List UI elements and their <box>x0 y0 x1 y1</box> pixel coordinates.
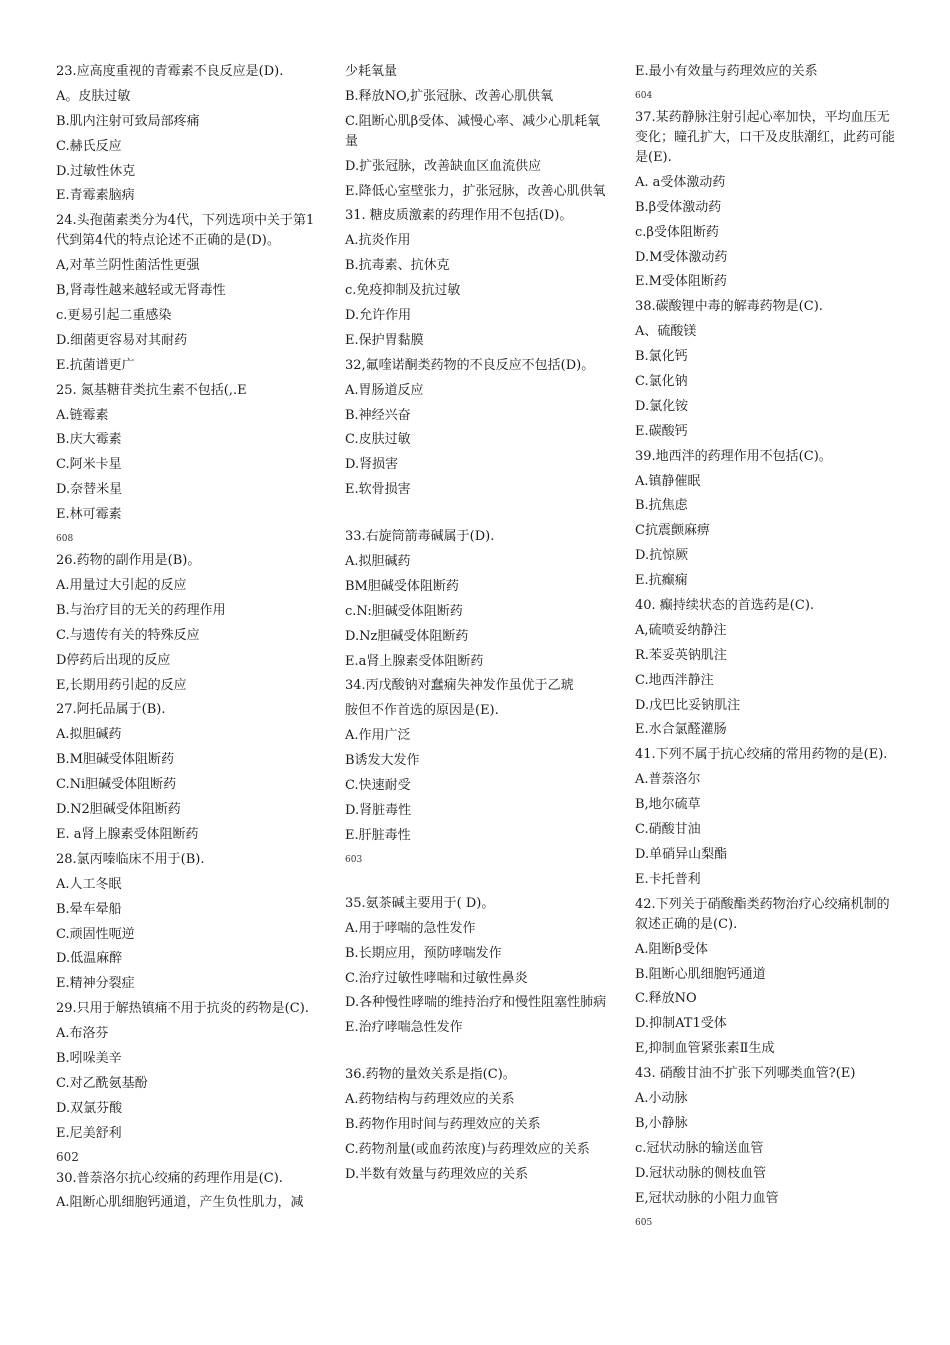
text-line: E.肝脏毒性 <box>345 827 411 843</box>
text-line: B.晕车晕船 <box>56 901 122 917</box>
text-column-2 <box>345 62 607 1190</box>
page-number: 602 <box>56 1149 79 1164</box>
text-line: D.肾脏毒性 <box>345 802 412 818</box>
text-line: c.免疫抑制及抗过敏 <box>345 283 461 299</box>
text-line: D.M受体激动药 <box>635 249 728 265</box>
text-line: A.普萘洛尔 <box>635 772 701 788</box>
text-line: C.药物剂量(或血药浓度)与药理效应的关系 <box>345 1141 590 1157</box>
text-line: C.顽固性呃逆 <box>56 926 135 942</box>
spacer <box>345 872 607 894</box>
text-line: 23.应高度重视的青霉素不良反应是(D). <box>56 64 284 79</box>
text-line: C.对乙酰氨基酚 <box>56 1075 148 1091</box>
text-line: B.阻断心肌细胞钙通道 <box>635 966 766 982</box>
text-line: B,地尔硫草 <box>635 797 701 813</box>
page-number: 605 <box>635 1217 653 1228</box>
text-line: A.小动脉 <box>635 1090 688 1106</box>
text-line: D.抗惊厥 <box>635 548 689 564</box>
text-line: D.奈替米星 <box>56 482 123 498</box>
text-line: 28.氯丙嗪临床不用于(B). <box>56 851 205 867</box>
text-line: B.抗毒素、抗休克 <box>345 258 450 274</box>
text-line: D停药后出现的反应 <box>56 652 171 668</box>
text-line: D.单硝异山梨酯 <box>635 846 728 862</box>
text-column-3 <box>635 62 897 1235</box>
text-line: E,抑制血管紧张素Ⅱ生成 <box>635 1041 775 1057</box>
text-line: 29.只用于解热镇痛不用于抗炎的药物是(C). <box>56 1001 309 1017</box>
text-line: A.拟胆碱药 <box>345 554 411 570</box>
text-line: 27.阿托品属于(B). <box>56 702 166 718</box>
text-line: 26.药物的副作用是(B)。 <box>56 553 201 569</box>
text-line: A.布洛芬 <box>56 1026 109 1042</box>
text-line: B.β受体激动药 <box>635 199 722 215</box>
text-line: B.氯化钙 <box>635 349 688 365</box>
page-number: 608 <box>56 534 74 545</box>
text-line: C.阻断心肌β受体、减慢心率、减少心肌耗氧量 <box>345 113 601 149</box>
text-line: A。皮肤过敏 <box>56 88 131 104</box>
text-line: A.阻断心肌细胞钙通道，产生负性肌力，减 <box>56 1195 304 1211</box>
text-line: E.林可霉素 <box>56 507 122 523</box>
text-line: A.用于哮喘的急性发作 <box>345 920 476 936</box>
text-line: B.吲哚美辛 <box>56 1050 122 1066</box>
text-line: A. a受体激动药 <box>635 174 726 190</box>
text-line: C.赫氏反应 <box>56 138 122 154</box>
page-number: 604 <box>635 91 653 101</box>
text-line: D.低温麻醉 <box>56 951 123 967</box>
text-line: c.冠状动脉的输送血管 <box>635 1140 764 1156</box>
text-line: D.细菌更容易对其耐药 <box>56 332 188 348</box>
text-line: C.硝酸甘油 <box>635 822 701 838</box>
text-line: E.最小有效量与药理效应的关系 <box>635 64 818 79</box>
text-line: B诱发大发作 <box>345 753 420 769</box>
text-line: E. a肾上腺素受体阻断药 <box>56 826 199 842</box>
text-line: B,小静脉 <box>635 1115 688 1131</box>
text-line: C.阿米卡星 <box>56 457 122 473</box>
text-line: B.长期应用，预防哮喘发作 <box>345 945 502 961</box>
text-line: B,肾毒性越来越轻或无肾毒性 <box>56 283 226 299</box>
text-line: E.a肾上腺素受体阻断药 <box>345 653 484 669</box>
text-line: A.阻断β受体 <box>635 941 709 957</box>
text-line: A,硫喷妥纳静注 <box>635 622 727 638</box>
text-line: 37.某药静脉注射引起心率加快，平均血压无变化；瞳孔扩大，口干及皮肤潮红，此药可能是(E). <box>635 110 896 165</box>
text-line: E.软骨损害 <box>345 482 411 498</box>
text-line: 35.氨茶碱主要用于( D)。 <box>345 895 495 911</box>
text-line: E.卡托普利 <box>635 871 701 887</box>
text-line: E.抗癫痫 <box>635 573 688 589</box>
text-line: B.肌内注射可致局部疼痛 <box>56 113 200 129</box>
spacer <box>345 1043 607 1065</box>
text-line: D.戊巴比妥钠肌注 <box>635 697 741 713</box>
text-line: A.抗炎作用 <box>345 233 411 249</box>
text-line: E,长期用药引起的反应 <box>56 677 187 693</box>
text-line: E.尼美舒利 <box>56 1125 122 1141</box>
text-line: D.半数有效量与药理效应的关系 <box>345 1166 529 1182</box>
text-line: D.双氯芬酸 <box>56 1100 123 1116</box>
text-line: A.人工冬眠 <box>56 876 122 892</box>
text-line: E.碳酸钙 <box>635 423 688 439</box>
text-line: B.M胆碱受体阻断药 <box>56 752 174 768</box>
page-number: 603 <box>345 854 363 865</box>
text-line: 42.下列关于硝酸酯类药物治疗心绞痛机制的叙述正确的是(C). <box>635 896 890 932</box>
text-line: E.精神分裂症 <box>56 976 135 992</box>
text-line: 38.碳酸锂中毒的解毒药物是(C). <box>635 299 823 315</box>
text-line: E.水合氯醛灌肠 <box>635 722 727 738</box>
text-line: BM胆碱受体阻断药 <box>345 578 459 594</box>
text-line: C.治疗过敏性哮喘和过敏性鼻炎 <box>345 970 528 986</box>
text-line: 36.药物的量效关系是指(C)。 <box>345 1067 516 1083</box>
text-line: D.氯化铵 <box>635 398 689 414</box>
text-line: 24.头孢菌素类分为4代，下列选项中关于第1代到第4代的特点论述不正确的是(D)。 <box>56 213 315 249</box>
text-line: E.抗菌谱更广 <box>56 357 135 373</box>
text-line: 39.地西泮的药理作用不包括(C)。 <box>635 448 832 464</box>
text-line: B.神经兴奋 <box>345 407 411 423</box>
text-line: 胺但不作首选的原因是(E). <box>345 703 499 719</box>
text-line: A.用量过大引起的反应 <box>56 578 187 594</box>
text-line: E.M受体阻断药 <box>635 274 727 290</box>
text-line: B.药物作用时间与药理效应的关系 <box>345 1116 541 1132</box>
text-line: C.Ni胆碱受体阻断药 <box>56 777 177 793</box>
text-line: D.肾损害 <box>345 457 399 473</box>
text-line: D.允许作用 <box>345 308 412 324</box>
text-line: D.冠状动脉的侧枝血管 <box>635 1165 767 1181</box>
text-line: E.保护胃黏膜 <box>345 332 424 348</box>
text-line: 34.丙戊酸钠对蠢痫失神发作虽优于乙琥 <box>345 678 574 694</box>
text-line: C抗震颤麻痹 <box>635 523 710 539</box>
text-line: D.N2胆碱受体阻断药 <box>56 802 181 818</box>
text-line: E.治疗哮喘急性发作 <box>345 1020 463 1036</box>
text-line: C.氯化钠 <box>635 374 688 390</box>
text-line: D.各种慢性哮喘的维持治疗和慢性阻塞性肺病 <box>345 995 607 1011</box>
text-line: R.苯妥英钠肌注 <box>635 647 727 663</box>
text-line: 32,氟喹诺酮类药物的不良反应不包括(D)。 <box>345 357 595 373</box>
text-line: C.与遗传有关的特殊反应 <box>56 627 200 643</box>
text-line: A.药物结构与药理效应的关系 <box>345 1092 515 1108</box>
text-line: C.快速耐受 <box>345 778 411 794</box>
text-line: 43. 硝酸甘油不扩张下列哪类血管?(E) <box>635 1066 856 1082</box>
text-line: A.链霉素 <box>56 407 109 423</box>
spacer <box>345 505 607 527</box>
text-line: D.过敏性休克 <box>56 163 136 179</box>
text-line: B.与治疗目的无关的药理作用 <box>56 602 226 618</box>
text-line: c.β受体阻断药 <box>635 224 719 240</box>
text-line: B.抗焦虑 <box>635 498 688 514</box>
text-line: 少耗氧量 <box>345 64 398 79</box>
text-line: A、硫酸镁 <box>635 324 697 340</box>
text-line: D.扩张冠脉，改善缺血区血流供应 <box>345 158 542 174</box>
text-line: B.庆大霉素 <box>56 432 122 448</box>
text-line: B.释放NO,扩张冠脉、改善心肌供氧 <box>345 88 554 104</box>
text-line: A.拟胆碱药 <box>56 727 122 743</box>
text-line: 30.普萘洛尔抗心绞痛的药理作用是(C). <box>56 1170 283 1186</box>
text-line: c.N:胆碱受体阻断药 <box>345 603 463 619</box>
text-line: 40. 癫持续状态的首选药是(C). <box>635 598 815 614</box>
text-line: E.青霉素脑病 <box>56 188 135 204</box>
text-line: C.皮肤过敏 <box>345 432 411 448</box>
text-line: A.镇静催眠 <box>635 473 701 489</box>
text-line: A.作用广泛 <box>345 728 411 744</box>
text-line: A.胃肠道反应 <box>345 382 424 398</box>
text-line: D.抑制AT1受体 <box>635 1016 727 1032</box>
text-line: C.地西泮静注 <box>635 672 714 688</box>
text-line: c.更易引起二重感染 <box>56 308 172 324</box>
text-line: 25. 氮基糖苷类抗生素不包括(,.E <box>56 382 247 398</box>
text-line: 41.下列不属于抗心绞痛的常用药物的是(E). <box>635 747 888 763</box>
text-line: D.Nz胆碱受体阻断药 <box>345 628 469 644</box>
text-line: 33.右旋筒箭毒碱属于(D). <box>345 529 495 545</box>
text-line: E,冠状动脉的小阻力血管 <box>635 1190 779 1206</box>
text-line: 31. 糖皮质激素的药理作用不包括(D)。 <box>345 208 573 224</box>
text-line: A,对革兰阴性菌活性更强 <box>56 258 200 274</box>
text-line: E.降低心室壁张力，扩张冠脉，改善心肌供氧 <box>345 183 606 199</box>
text-column-1 <box>56 62 318 1218</box>
text-line: C.释放NO <box>635 991 697 1007</box>
